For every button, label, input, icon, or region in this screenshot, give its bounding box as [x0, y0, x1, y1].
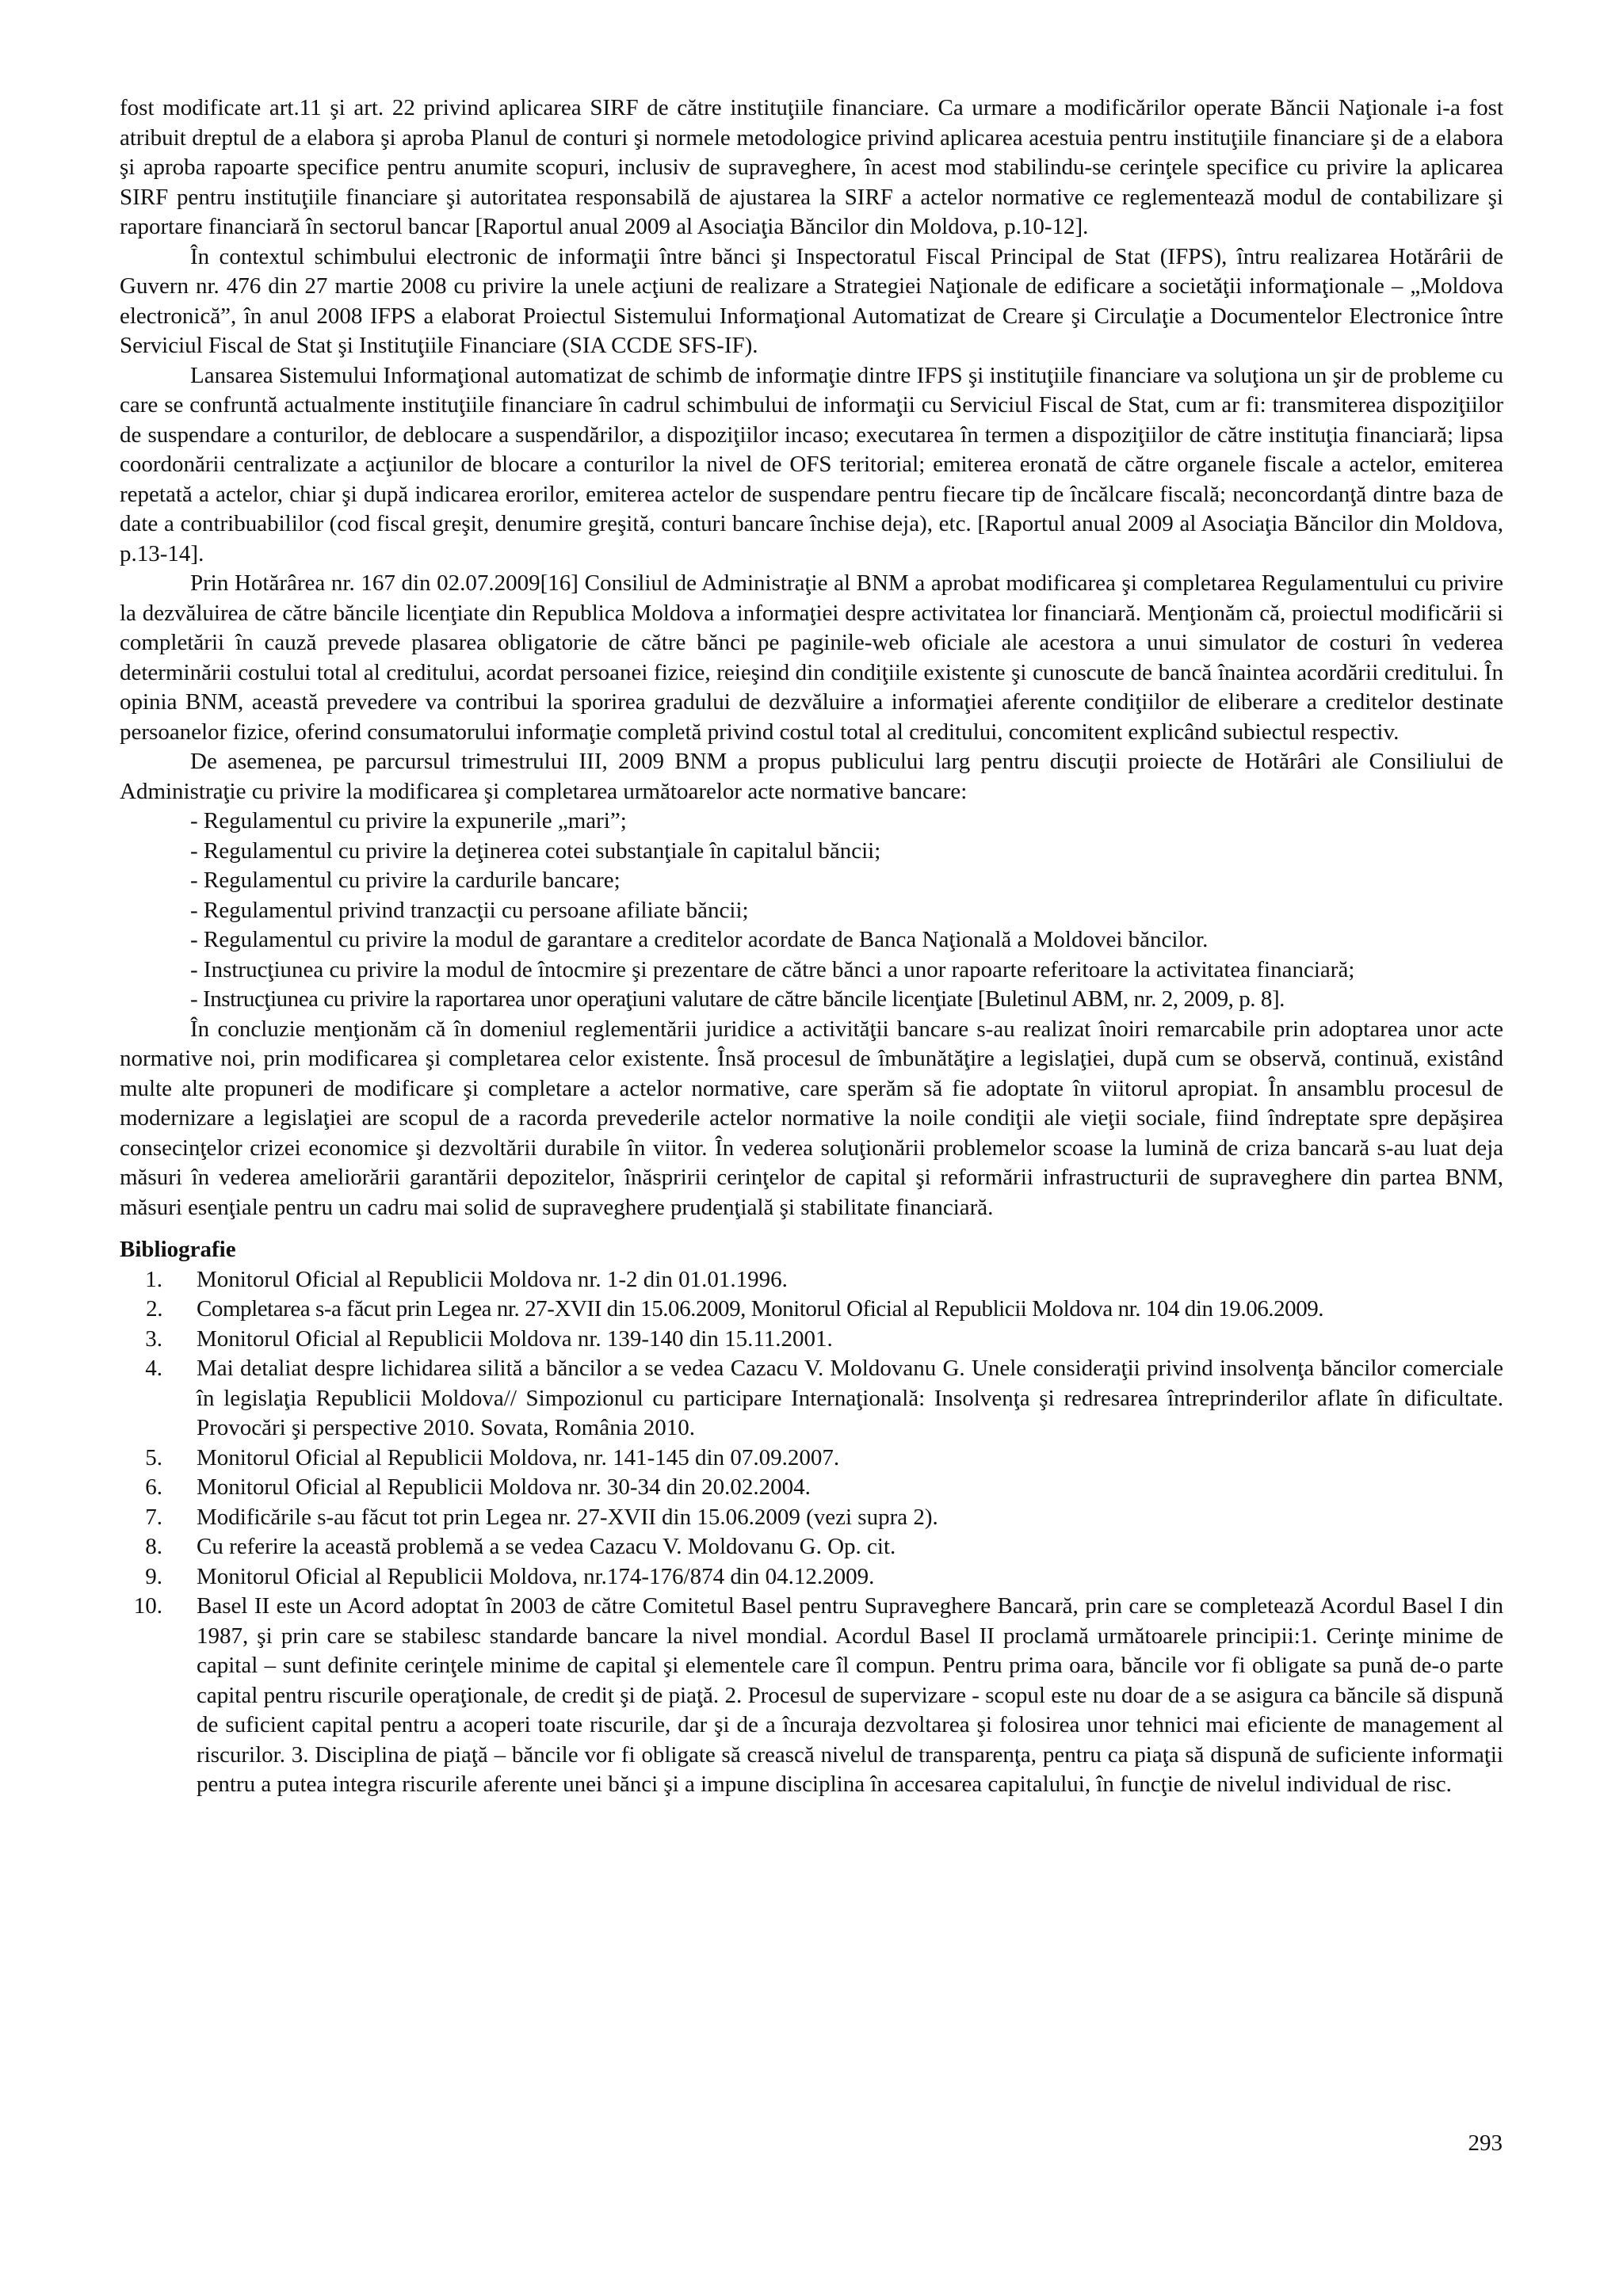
item-number: 10. [133, 1593, 162, 1619]
item-number: 1. [145, 1266, 162, 1292]
bibliography-item [120, 1473, 1503, 1503]
item-text: Monitorul Oficial al Republicii Moldova nr. 139-140 din 15.11.2001. [197, 1325, 833, 1352]
item-number: 4. [145, 1356, 162, 1381]
item-number: 6. [145, 1474, 162, 1500]
item-text: Monitorul Oficial al Republicii Moldova nr. 1-2 din 01.01.1996. [197, 1266, 788, 1292]
paragraph-public-discussion: De asemenea, pe parcursul trimestrului III, 2009 BNM a propus publicului larg pentru discuţii proiecte de Hotărâri ale Consiliului de Administraţie cu privire la modificarea şi completarea următoarelor acte normative bancare: [120, 749, 1503, 804]
item-text: Completarea s-a făcut prin Legea nr. 27-XVII din 15.06.2009, Monitorul Oficial al Republicii Moldova nr. 104 din 19.06.2009. [197, 1296, 1324, 1322]
list-item: - Regulamentul cu privire la modul de garantare a creditelor acordate de Banca Naţională a Moldovei băncilor. [190, 927, 1209, 952]
item-number: 2. [146, 1296, 162, 1322]
paragraph-information-system: Lansarea Sistemului Informaţional automatizat de schimb de informaţie dintre IFPS şi instituţiile financiare va soluţiona un şir de probleme cu care se confruntă actualmente instituţiile financiare în cadrul schimbului de informaţii cu Serviciul Fiscal de Stat, cum ar fi: transmiterea dispoziţiilor de suspendare a conturilor, de deblocare a suspendărilor, a dispoziţiilor incaso; executarea în termen a dispoziţiilor de către instituţia financiară; lipsa coordonării centralizate a acţiunilor de blocare a conturilor la nivel de OFS teritorial; emiterea eronată de către organele fiscale a actelor, emiterea repetată a actelor, chiar şi după indicarea erorilor, emiterea actelor de suspendare pentru fiecare tip de încălcare fiscală; neconcordanţă dintre baza de date a contribuabililor (cod fiscal greşit, denumire greşită, conturi bancare închise deja), etc. [Raportul anual 2009 al Asociaţia Băncilor din Moldova, p.13-14]. [120, 362, 1503, 566]
item-number: 3. [145, 1325, 162, 1352]
paragraph-continuation: fost modificate art.11 şi art. 22 privind aplicarea SIRF de către instituţiile financiare. Ca urmare a modificărilor operate Băncii Naţionale i-a fost atribuit dreptul de a elabora şi aproba Planul de conturi şi normele metodologice privind aplicarea acestuia pentru instituţiile financiare şi de a elabora şi aproba rapoarte specifice pentru anumite scopuri, inclusiv de supraveghere, în acest mod stabilindu-se cerinţele specifice cu privire la aplicarea SIRF pentru instituţiile financiare şi autoritatea responsabilă de ajustarea la SIRF a actelor normative ce reglementează modul de contabilizare şi raportare financiară în sectorul bancar [Raportul anual 2009 al Asociaţia Băncilor din Moldova, p.10-12]. [120, 95, 1503, 239]
bibliography-list [120, 1265, 1503, 1800]
bibliography-item [120, 1354, 1503, 1444]
item-number: 7. [145, 1504, 162, 1530]
paragraph-bnm-decision: Prin Hotărârea nr. 167 din 02.07.2009[16] Consiliul de Administraţie al BNM a aprobat modificarea şi completarea Regulamentului cu privire la dezvăluirea de către băncile licenţiate din Republica Moldova a informaţiei despre activitatea lor financiară. Menţionăm că, proiectul modificării si completării în cauză prevede plasarea obligatorie de către bănci pe paginile-web oficiale ale acestora a unui simulator de costuri în vederea determinării costului total al creditului, acordat persoanei fizice, reieşind din condiţiile existente şi cunoscute de bancă înaintea acordării creditului. În opinia BNM, această prevedere va contribui la sporirea gradului de dezvăluire a informaţiei aferente condiţiilor de eliberare a creditelor destinate persoanelor fizice, oferind consumatorului informaţie completă privind costul total al creditului, concomitent explicând subiectul respectiv. [120, 570, 1503, 745]
item-text: Monitorul Oficial al Republicii Moldova, nr. 141-145 din 07.09.2007. [197, 1444, 840, 1470]
item-text: Monitorul Oficial al Republicii Moldova nr. 30-34 din 20.02.2004. [197, 1474, 811, 1500]
bibliography-item [120, 1295, 1503, 1325]
list-item: - Instrucţiunea cu privire la raportarea unor operaţiuni valutare de către băncile licenţiate [Buletinul ABM, nr. 2, 2009, p. 8]. [190, 986, 1285, 1012]
item-text: Mai detaliat despre lichidarea silită a băncilor a se vedea Cazacu V. Moldovanu G. Unele consideraţii privind insolvenţa băncilor comerciale în legislaţia Republicii Moldova// Simpozionul cu participare Internaţională: Insolvenţa şi redresarea întreprinderilor aflate în dificultate. Provocări şi perspective 2010. Sovata, România 2010. [197, 1356, 1503, 1440]
item-number: 8. [145, 1534, 162, 1559]
bibliography-item [120, 1532, 1503, 1562]
bibliography-item [120, 1592, 1503, 1800]
item-number: 5. [145, 1444, 162, 1470]
paragraph-conclusion: În concluzie menţionăm că în domeniul reglementării juridice a activităţii bancare s-au realizat înoiri remarcabile prin adoptarea unor acte normative noi, prin modificarea şi completarea celor existente. Însă procesul de îmbunătăţire a legislaţiei, după cum se observă, continuă, existând multe alte propuneri de modificare şi completare a actelor normative, care sperăm să fie adoptate în viitorul apropiat. În ansamblu procesul de modernizare a legislaţiei are scopul de a racorda prevederile actelor normative la noile condiţii ale vieţii sociale, fiind îndreptate spre depăşirea consecinţelor crizei economice şi dezvoltării durabile în viitor. În vederea soluţionării problemelor scoase la lumină de criza bancară s-au luat deja măsuri în vederea ameliorării garantării depozitelor, înăspririi cerinţelor de capital şi reformării infrastructurii de supraveghere din partea BNM, măsuri esenţiale pentru un cadru mai solid de supraveghere prudenţială şi stabilitate financiară. [120, 1016, 1503, 1220]
regulations-list [120, 807, 1503, 1015]
list-item: - Regulamentul privind tranzacţii cu persoane afiliate băncii; [190, 897, 749, 923]
item-text: Cu referire la această problemă a se vedea Cazacu V. Moldovanu G. Op. cit. [197, 1534, 896, 1559]
list-item: - Regulamentul cu privire la cardurile bancare; [190, 868, 621, 893]
page-body [120, 93, 1503, 1800]
item-text: Modificările s-au făcut tot prin Legea nr. 27-XVII din 15.06.2009 (vezi supra 2). [197, 1504, 938, 1530]
bibliography-item [120, 1562, 1503, 1592]
item-text: Monitorul Oficial al Republicii Moldova, nr.174-176/874 din 04.12.2009. [197, 1563, 875, 1589]
list-item: - Regulamentul cu privire la deţinerea cotei substanţiale în capitalul băncii; [190, 837, 881, 864]
bibliography-item [120, 1265, 1503, 1295]
bibliography-heading: Bibliografie [120, 1237, 236, 1262]
item-text: Basel II este un Acord adoptat în 2003 de către Comitetul Basel pentru Supraveghere Bancară, prin care se completează Acordul Basel I din 1987, şi prin care se stabilesc standarde bancare la nivel mondial. Acordul Basel II proclamă următoarele principii:1. Cerinţe minime de capital – sunt definite cerinţele minime de capital şi elementele care îl compun. Pentru prima oara, băncile vor fi obligate sa pună de-o parte capital pentru riscurile operaţionale, de credit şi de piaţă. 2. Procesul de supervizare - scopul este nu doar de a se asigura ca băncile să dispună de suficient capital pentru a acoperi toate riscurile, dar şi de a încuraja dezvoltarea şi folosirea unor tehnici mai eficiente de management al riscurilor. 3. Disciplina de piaţă – băncile vor fi obligate să crească nivelul de transparenţa, pentru ca piaţa să dispună de suficiente informaţii pentru a putea integra riscurile aferente unei bănci şi a impune disciplina în accesarea capitalului, în funcţie de nivelul individual de risc. [197, 1593, 1503, 1797]
list-item: - Instrucţiunea cu privire la modul de întocmire şi prezentare de către bănci a unor rapoarte referitoare la activitatea financiară; [190, 956, 1355, 982]
bibliography-item [120, 1325, 1503, 1355]
page-number: 293 [1468, 2130, 1503, 2156]
bibliography-item [120, 1444, 1503, 1474]
list-item: - Regulamentul cu privire la expunerile „mari”; [190, 808, 627, 833]
paragraph-ifps-exchange: În contextul schimbului electronic de informaţii între bănci şi Inspectoratul Fiscal Principal de Stat (IFPS), întru realizarea Hotărârii de Guvern nr. 476 din 27 martie 2008 cu privire la unele acţiuni de realizare a Strategiei Naţionale de edificare a societăţii informaţionale – „Moldova electronică”, în anul 2008 IFPS a elaborat Proiectul Sistemului Informaţional Automatizat de Creare şi Circulaţie a Documentelor Electronice între Serviciul Fiscal de Stat şi Instituţiile Financiare (SIA CCDE SFS-IF). [120, 243, 1503, 358]
bibliography-item [120, 1503, 1503, 1533]
item-number: 9. [145, 1563, 162, 1589]
